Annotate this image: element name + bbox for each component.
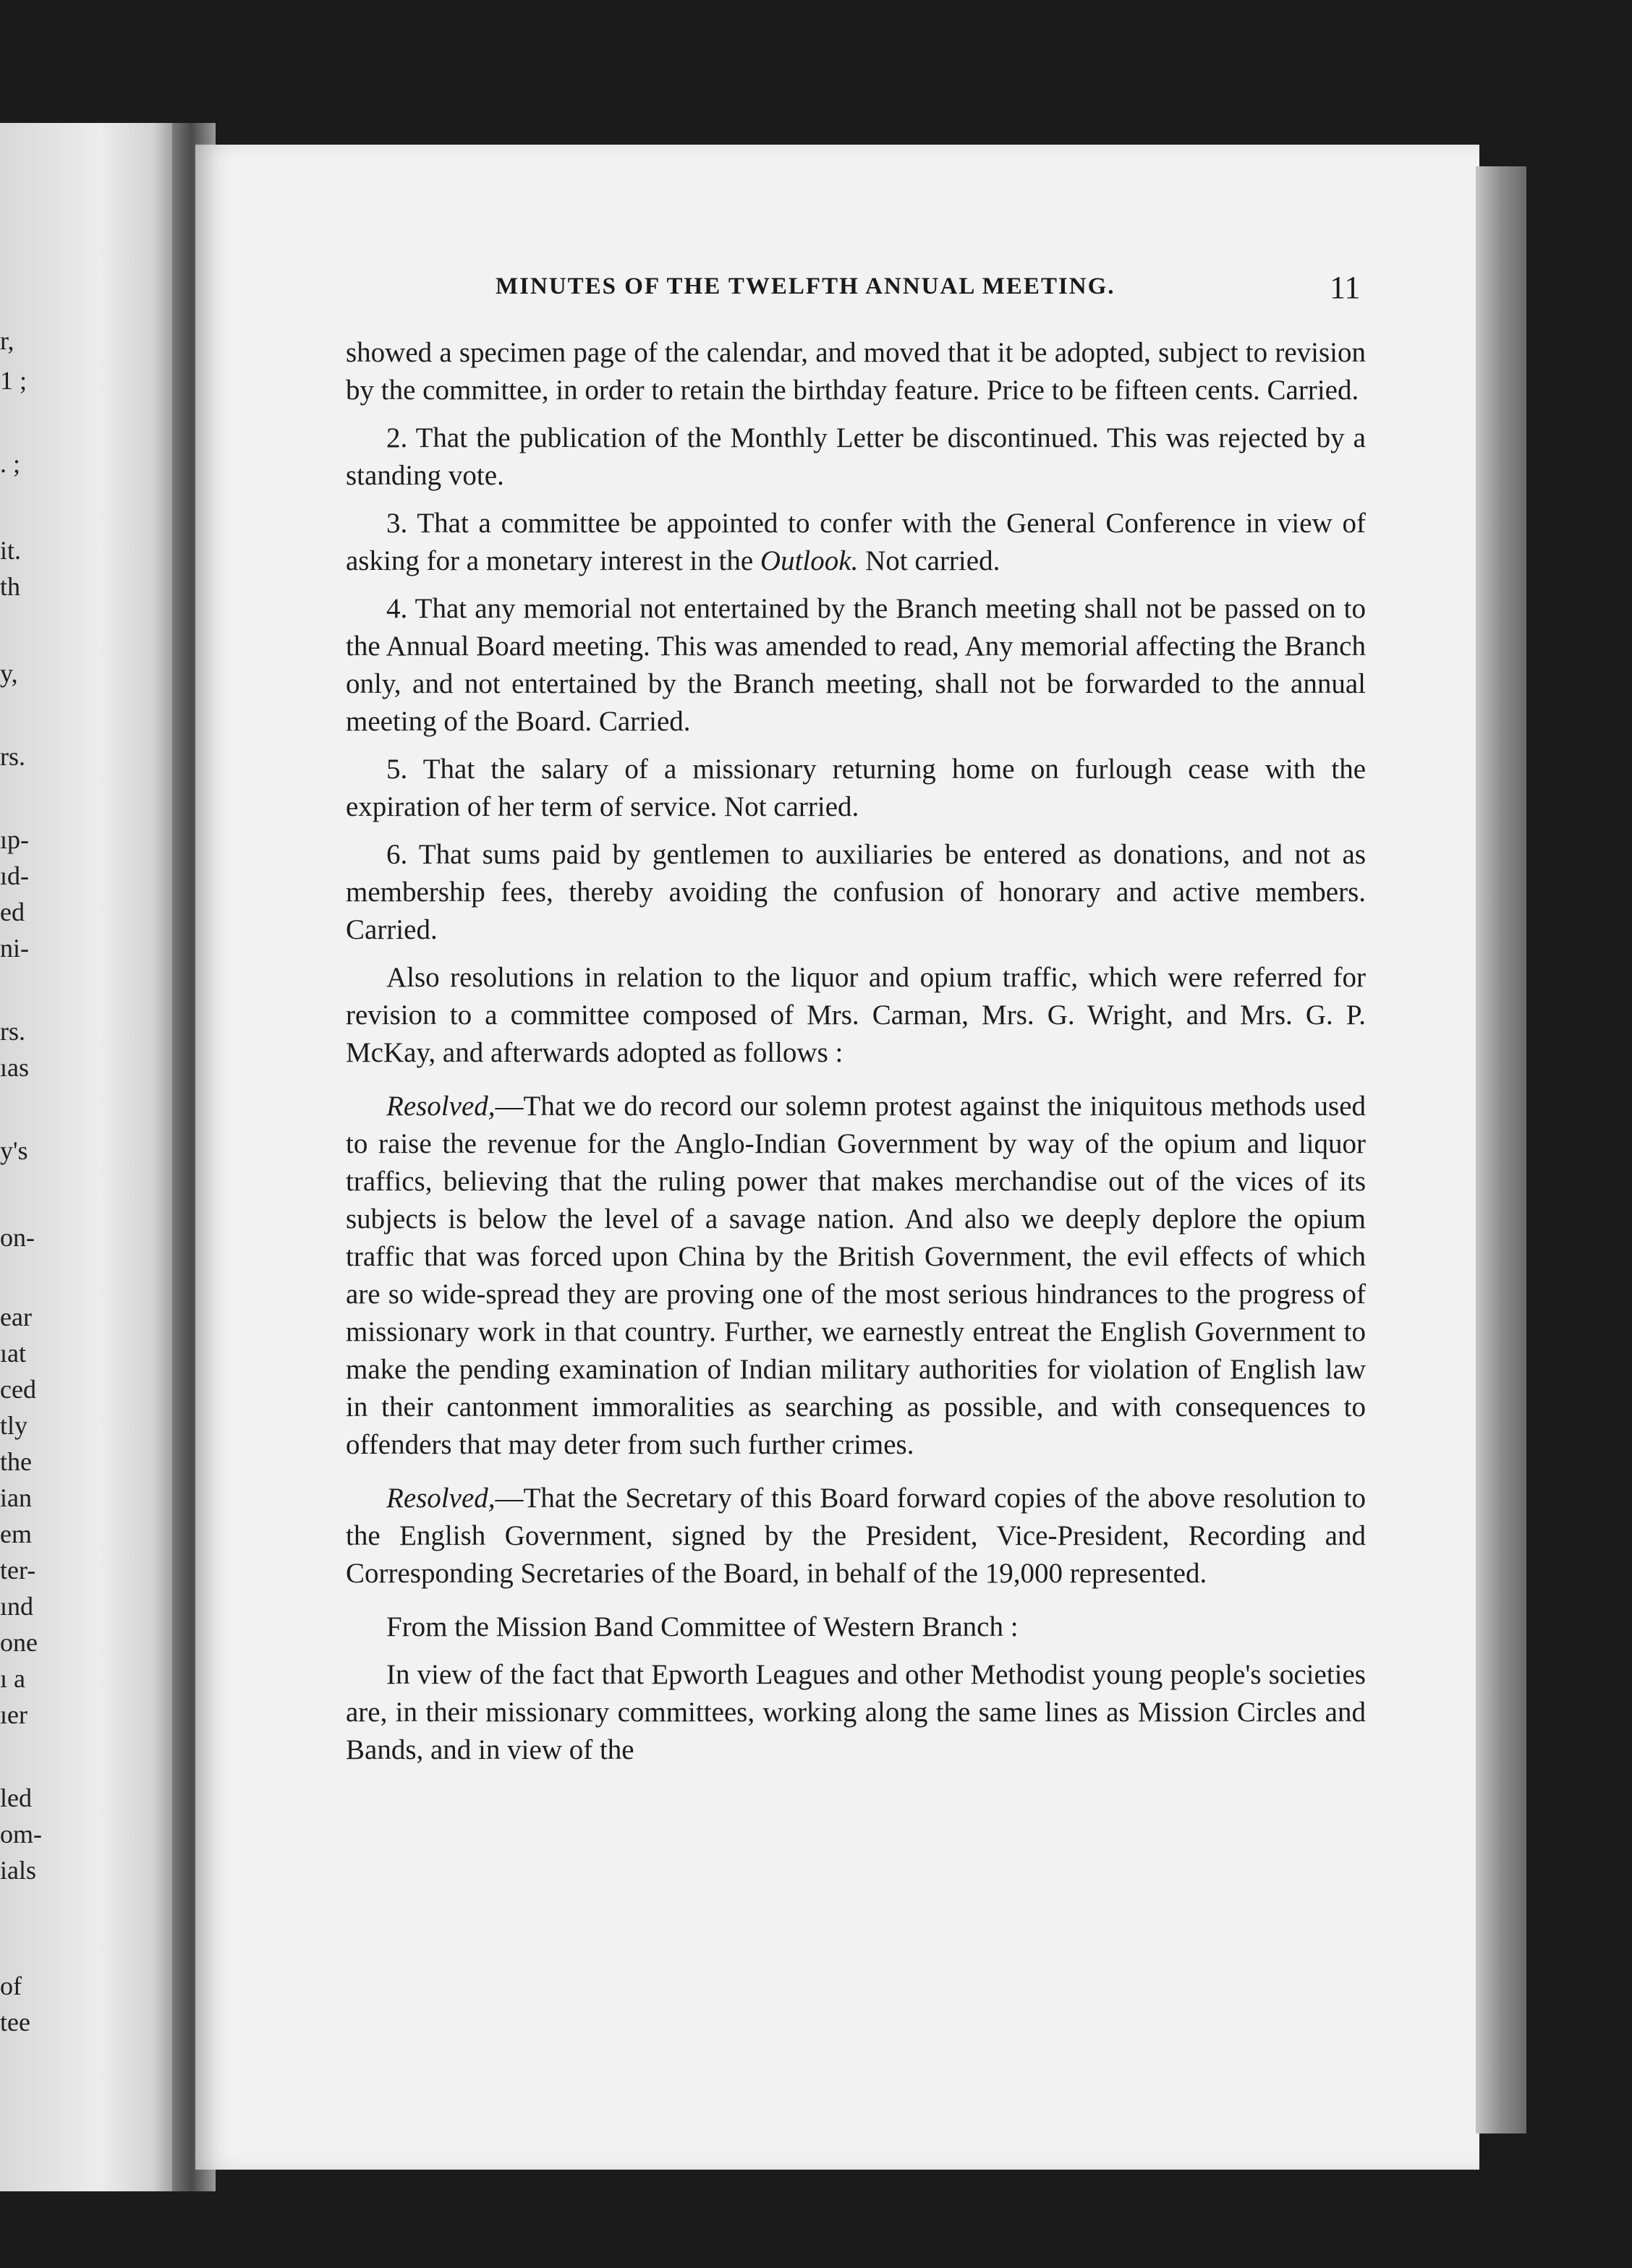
left-page-fragment: it. [0, 536, 22, 565]
left-page-fragment: ter- [0, 1556, 36, 1585]
left-page-fragment: tly [0, 1411, 28, 1440]
paragraph-donations: 6. That sums paid by gentlemen to auxiliaries be entered as donations, and not as membership fees, thereby avoiding the confusion of honorary and active members. Carried. [346, 839, 1366, 945]
resolved-label: Resolved, [386, 1091, 496, 1122]
running-header: MINUTES OF THE TWELFTH ANNUAL MEETING. [496, 273, 1115, 299]
left-page-fragment: rs. [0, 1017, 25, 1046]
paragraph-salary: 5. That the salary of a missionary returning home on furlough cease with the expiration of her term of service. Not carried. [346, 754, 1366, 822]
paragraph-resolutions-intro: Also resolutions in relation to the liquor and opium traffic, which were referred for revision to a committee composed of Mrs. Carman, Mrs. G. Wright, and Mrs. G. P. McKay, and afterwards adopted as follows : [346, 962, 1366, 1068]
left-page-fragment: rs. [0, 742, 25, 771]
publication-title: Outlook. [760, 545, 859, 576]
left-page-fragment: tee [0, 2008, 30, 2037]
paragraph-calendar: showed a specimen page of the calendar, and moved that it be adopted, subject to revision by the committee, in order to retain the birthday feature. Price to be fifteen cents. Carried. [346, 337, 1366, 406]
left-page-fragment: y's [0, 1136, 28, 1165]
paragraph-committee-outlook [346, 505, 1366, 580]
left-page-fragment: ıp- [0, 825, 29, 854]
left-page-fragment: r, [0, 326, 14, 355]
page-edge [1476, 166, 1526, 2133]
left-page-fragment: of [0, 1971, 22, 2000]
left-page-fragment: 1 ; [0, 366, 27, 395]
resolution-secretary [346, 1480, 1366, 1593]
left-page-fragment: one [0, 1628, 38, 1657]
left-page-fragment: ials [0, 1856, 36, 1885]
left-page-fragment: ced [0, 1375, 36, 1404]
left-page-fragment: led [0, 1783, 32, 1812]
paragraph-text: Not carried. [858, 545, 1000, 576]
left-page-fragment: ed [0, 898, 25, 926]
left-page-fragment: ınd [0, 1592, 34, 1621]
left-page-fragment: ni- [0, 934, 29, 963]
left-page-fragment: om- [0, 1820, 42, 1849]
left-page-fragment: . ; [0, 449, 21, 478]
left-page-fragment: ian [0, 1483, 32, 1512]
left-page-fragment: th [0, 572, 21, 601]
left-page-fragment: the [0, 1447, 32, 1476]
left-page-fragment: ıer [0, 1700, 27, 1729]
resolution-opium [346, 1088, 1366, 1464]
left-page-fragment: y, [0, 659, 18, 688]
resolution-text: —That we do record our solemn protest against the iniquitous methods used to raise the revenue for the Anglo-Indian Government by way of the opium and liquor traffics, believing that the ruling power that makes merchandise out of the vices of its subjects is below the level of a savage nation. And also we deeply deplore the opium traffic that was forced upon China by the British Government, the evil effects of which are so wide-spread they are proving one of the most serious hindrances to the progress of missionary work in that country. Further, we earnestly entreat the English Government to make the pending examination of Indian military authorities for violation of English law in their cantonment immoralities as searching as possible, and with consequences to offenders that may deter from such further crimes. [346, 1091, 1366, 1460]
left-page-fragment: on- [0, 1223, 35, 1252]
paragraph-monthly-letter: 2. That the publication of the Monthly Letter be discontinued. This was rejected by a standing vote. [346, 422, 1366, 491]
left-page-fragment: ear [0, 1303, 32, 1331]
page-body [346, 334, 1366, 1779]
left-page-fragment: ı a [0, 1664, 25, 1693]
paragraph-memorial: 4. That any memorial not entertained by the Branch meeting shall not be passed on to the Annual Board meeting. This was amended to read, Any memorial affecting the Branch only, and not entertained by the Branch meeting, shall not be forwarded to the annual meeting of the Board. Carried. [346, 593, 1366, 737]
paragraph-mission-band: From the Mission Band Committee of Western Branch : [386, 1611, 1019, 1642]
left-page-fragment: ıd- [0, 861, 29, 890]
left-page-fragment: ıat [0, 1339, 26, 1368]
resolution-text: —That the Secretary of this Board forward copies of the above resolution to the English Government, signed by the President, Vice-President, Recording and Corresponding Secretaries of the Board, in behalf of the 19,000 represented. [346, 1483, 1366, 1589]
left-page-fragment: em [0, 1519, 32, 1548]
paragraph-epworth-leagues: In view of the fact that Epworth Leagues and other Methodist young people's societies are, in their missionary committees, working along the same lines as Mission Circles and Bands, and in view of the [346, 1659, 1366, 1765]
left-page-fragment: ıas [0, 1053, 29, 1082]
previous-page-fragment [0, 123, 181, 2191]
resolved-label: Resolved, [386, 1483, 496, 1514]
page-number: 11 [1330, 270, 1361, 305]
paragraph-text: 3. That a committee be appointed to confer with the General Conference in view of asking for a monetary interest in the [346, 508, 1366, 576]
